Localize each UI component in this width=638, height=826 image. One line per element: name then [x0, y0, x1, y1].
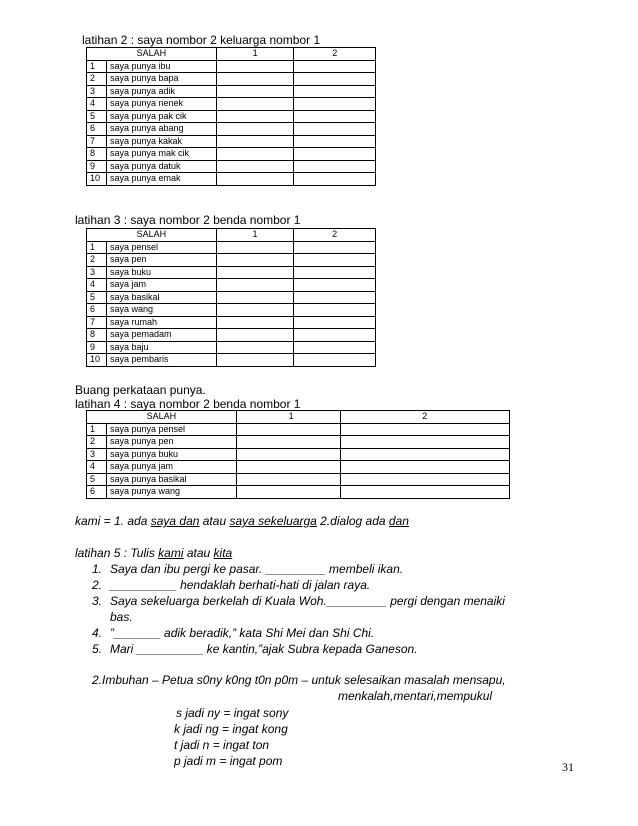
item-text: Saya sekeluarga berkelah di Kuala Woh._________ pergi dengan menaiki	[110, 594, 505, 608]
table-row	[87, 148, 376, 161]
answer-cell[interactable]	[216, 148, 294, 161]
row-number: 2	[87, 436, 107, 449]
row-text: saya punya datuk	[106, 160, 216, 173]
row-number: 3	[87, 266, 107, 279]
imbuhan-rule: t jadi n = ingat ton	[174, 738, 270, 752]
answer-cell[interactable]	[216, 254, 294, 267]
answer-cell[interactable]	[216, 341, 294, 354]
row-text: saya punya mak cik	[106, 148, 216, 161]
table-row	[87, 254, 376, 267]
item-text: __________ hendaklah berhati-hati di jalan raya.	[110, 578, 371, 592]
row-number: 2	[87, 73, 107, 86]
table-row	[87, 291, 376, 304]
item-text: Mari __________ ke kantin,”ajak Subra kepada Ganeson.	[110, 642, 418, 656]
row-text: saya punya pensel	[106, 423, 236, 436]
kami-note-text: atau	[199, 514, 230, 528]
answer-cell[interactable]	[340, 436, 509, 449]
row-text: saya baju	[106, 341, 216, 354]
answer-cell[interactable]	[216, 354, 294, 367]
answer-cell[interactable]	[340, 448, 509, 461]
row-text: saya punya wang	[106, 486, 236, 499]
latihan-5-underlined: kita	[213, 546, 233, 560]
answer-cell[interactable]	[340, 423, 509, 436]
kami-note-text: kami = 1. ada	[75, 514, 151, 528]
imbuhan-line-1: 2.Imbuhan – Petua s0ny k0ng t0n p0m – untuk selesaikan masalah mensapu,	[92, 673, 506, 687]
latihan-3-table	[86, 228, 376, 367]
latihan-5-text: atau	[183, 546, 214, 560]
answer-cell[interactable]	[216, 60, 294, 73]
row-text: saya punya abang	[106, 123, 216, 136]
table-row	[87, 304, 376, 317]
row-number: 4	[87, 279, 107, 292]
row-number: 3	[87, 85, 107, 98]
latihan-5-item	[92, 562, 403, 576]
answer-cell[interactable]	[294, 341, 376, 354]
table-row	[87, 135, 376, 148]
row-number: 8	[87, 148, 107, 161]
item-number: 3.	[92, 594, 103, 608]
answer-cell[interactable]	[216, 329, 294, 342]
row-text: saya punya bapa	[106, 73, 216, 86]
answer-cell[interactable]	[294, 291, 376, 304]
latihan-4-intro: Buang perkataan punya.	[75, 383, 206, 397]
table-row	[87, 60, 376, 73]
row-number: 7	[87, 316, 107, 329]
row-text: saya buku	[106, 266, 216, 279]
row-text: saya pensel	[106, 241, 216, 254]
table-header-row	[87, 229, 376, 242]
latihan-5-heading	[75, 546, 232, 560]
table-row	[87, 354, 376, 367]
answer-cell[interactable]	[236, 486, 340, 499]
row-number: 5	[87, 473, 107, 486]
answer-cell[interactable]	[294, 98, 376, 111]
latihan-5-item	[92, 610, 133, 624]
row-text: saya punya jam	[106, 461, 236, 474]
table-row	[87, 341, 376, 354]
answer-cell[interactable]	[294, 304, 376, 317]
item-number: 4.	[92, 626, 103, 640]
answer-cell[interactable]	[340, 486, 509, 499]
column-header-2: 2	[294, 229, 376, 242]
table-row	[87, 279, 376, 292]
row-text: saya punya emak	[106, 173, 216, 186]
row-text: saya punya buku	[106, 448, 236, 461]
row-text: saya punya kakak	[106, 135, 216, 148]
column-header-1: 1	[216, 48, 294, 61]
row-number: 8	[87, 329, 107, 342]
row-number: 5	[87, 291, 107, 304]
row-text: saya punya pen	[106, 436, 236, 449]
answer-cell[interactable]	[216, 85, 294, 98]
row-text: saya punya pak cik	[106, 110, 216, 123]
answer-cell[interactable]	[294, 266, 376, 279]
column-header-2: 2	[340, 411, 509, 424]
kami-note-underlined: saya dan	[150, 514, 200, 528]
answer-cell[interactable]	[294, 60, 376, 73]
answer-cell[interactable]	[216, 98, 294, 111]
row-number: 6	[87, 486, 107, 499]
row-text: saya punya ibu	[106, 60, 216, 73]
table-row	[87, 173, 376, 186]
kami-note-text: 2.dialog ada	[316, 514, 389, 528]
row-text: saya punya basikal	[106, 473, 236, 486]
table-row	[87, 98, 376, 111]
answer-cell[interactable]	[216, 110, 294, 123]
imbuhan-rule: p jadi m = ingat pom	[174, 754, 283, 768]
imbuhan-rule: s jadi ny = ingat sony	[176, 706, 289, 720]
table-row	[87, 241, 376, 254]
row-text: saya pemadam	[106, 329, 216, 342]
item-number: 2.	[92, 578, 103, 592]
table-row	[87, 461, 510, 474]
answer-cell[interactable]	[294, 73, 376, 86]
answer-cell[interactable]	[216, 291, 294, 304]
column-header-1: 1	[236, 411, 340, 424]
table-row	[87, 329, 376, 342]
table-row	[87, 160, 376, 173]
answer-cell[interactable]	[236, 461, 340, 474]
row-text: saya pembaris	[106, 354, 216, 367]
item-number: 1.	[92, 562, 103, 576]
page-number: 31	[562, 760, 574, 774]
answer-cell[interactable]	[294, 148, 376, 161]
row-number: 5	[87, 110, 107, 123]
row-number: 1	[87, 60, 107, 73]
answer-cell[interactable]	[216, 266, 294, 279]
table-row	[87, 448, 510, 461]
answer-cell[interactable]	[236, 448, 340, 461]
row-number: 9	[87, 341, 107, 354]
row-number: 10	[87, 354, 107, 367]
row-text: saya punya nenek	[106, 98, 216, 111]
answer-cell[interactable]	[340, 473, 509, 486]
table-row	[87, 73, 376, 86]
latihan-4-heading: latihan 4 : saya nombor 2 benda nombor 1	[75, 397, 301, 411]
table-header-row	[87, 48, 376, 61]
table-row	[87, 123, 376, 136]
answer-cell[interactable]	[294, 241, 376, 254]
latihan-5-item	[92, 626, 374, 640]
answer-cell[interactable]	[294, 135, 376, 148]
answer-cell[interactable]	[294, 279, 376, 292]
answer-cell[interactable]	[294, 316, 376, 329]
answer-cell[interactable]	[216, 73, 294, 86]
answer-cell[interactable]	[236, 436, 340, 449]
row-text: saya wang	[106, 304, 216, 317]
row-number: 2	[87, 254, 107, 267]
table-row	[87, 85, 376, 98]
item-number: 5.	[92, 642, 103, 656]
table-header-row	[87, 411, 510, 424]
answer-cell[interactable]	[216, 241, 294, 254]
row-number: 9	[87, 160, 107, 173]
answer-cell[interactable]	[340, 461, 509, 474]
answer-cell[interactable]	[216, 304, 294, 317]
table-row	[87, 316, 376, 329]
table-row	[87, 473, 510, 486]
imbuhan-line-2: menkalah,mentari,mempukul	[338, 689, 493, 703]
latihan-5-item	[92, 578, 370, 592]
answer-cell[interactable]	[216, 279, 294, 292]
item-text: ”_______ adik beradik,” kata Shi Mei dan Shi Chi.	[110, 626, 375, 640]
kami-note-underlined: saya sekeluarga	[229, 514, 317, 528]
row-text: saya pen	[106, 254, 216, 267]
column-header-salah: SALAH	[87, 229, 217, 242]
answer-cell[interactable]	[294, 329, 376, 342]
answer-cell[interactable]	[236, 423, 340, 436]
row-text: saya punya adik	[106, 85, 216, 98]
row-number: 4	[87, 461, 107, 474]
row-number: 1	[87, 423, 107, 436]
answer-cell[interactable]	[294, 85, 376, 98]
row-number: 3	[87, 448, 107, 461]
row-text: saya jam	[106, 279, 216, 292]
latihan-3-heading: latihan 3 : saya nombor 2 benda nombor 1	[75, 213, 301, 227]
item-text: bas.	[110, 610, 133, 624]
row-number: 6	[87, 123, 107, 136]
latihan-4-table	[86, 410, 510, 499]
row-text: saya basikal	[106, 291, 216, 304]
latihan-5-text: latihan 5 : Tulis	[75, 546, 159, 560]
answer-cell[interactable]	[294, 173, 376, 186]
row-number: 1	[87, 241, 107, 254]
answer-cell[interactable]	[236, 473, 340, 486]
table-row	[87, 486, 510, 499]
imbuhan-rule: k jadi ng = ingat kong	[174, 722, 288, 736]
answer-cell[interactable]	[294, 160, 376, 173]
column-header-salah: SALAH	[87, 411, 237, 424]
table-row	[87, 110, 376, 123]
answer-cell[interactable]	[294, 123, 376, 136]
answer-cell[interactable]	[294, 110, 376, 123]
table-row	[87, 266, 376, 279]
column-header-1: 1	[216, 229, 294, 242]
column-header-2: 2	[294, 48, 376, 61]
latihan-2-heading: latihan 2 : saya nombor 2 keluarga nombor 1	[82, 33, 321, 47]
latihan-5-item	[92, 594, 505, 608]
table-row	[87, 436, 510, 449]
latihan-5-item	[92, 642, 418, 656]
column-header-salah: SALAH	[87, 48, 217, 61]
kami-note	[75, 514, 409, 528]
table-row	[87, 423, 510, 436]
row-number: 4	[87, 98, 107, 111]
answer-cell[interactable]	[216, 123, 294, 136]
answer-cell[interactable]	[216, 135, 294, 148]
item-text: Saya dan ibu pergi ke pasar. _________ membeli ikan.	[110, 562, 404, 576]
answer-cell[interactable]	[216, 160, 294, 173]
row-text: saya rumah	[106, 316, 216, 329]
latihan-5-underlined: kami	[158, 546, 184, 560]
row-number: 6	[87, 304, 107, 317]
answer-cell[interactable]	[216, 316, 294, 329]
row-number: 10	[87, 173, 107, 186]
kami-note-underlined: dan	[388, 514, 409, 528]
answer-cell[interactable]	[294, 254, 376, 267]
answer-cell[interactable]	[294, 354, 376, 367]
answer-cell[interactable]	[216, 173, 294, 186]
latihan-2-table	[86, 47, 376, 186]
row-number: 7	[87, 135, 107, 148]
